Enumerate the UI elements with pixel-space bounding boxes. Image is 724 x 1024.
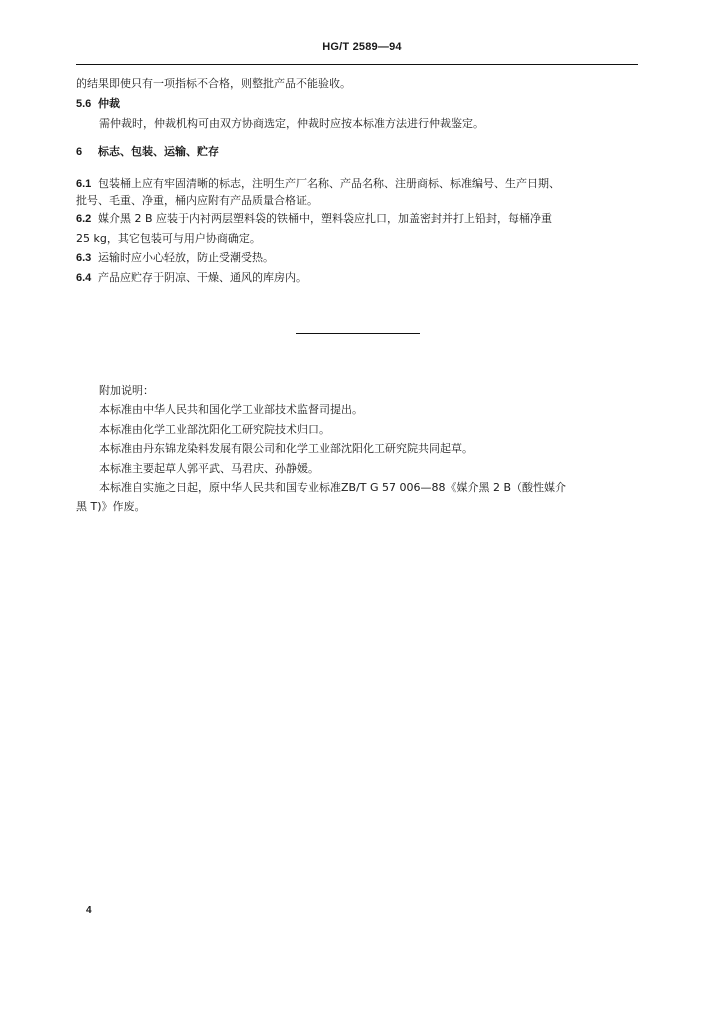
section-text: 产品应贮存于阴凉、干燥、通风的库房内。: [98, 271, 307, 284]
section-6-1-line-1: [76, 177, 560, 191]
section-5-6-text: 需仲裁时，仲裁机构可由双方协商选定，仲裁时应按本标准方法进行仲裁鉴定。: [99, 117, 484, 130]
section-text: 媒介黑 2 B 应装于内衬两层塑料袋的铁桶中，塑料袋应扎口，加盖密封并打上铅封，每桶净重: [98, 212, 553, 225]
section-number: 6.3: [76, 252, 92, 264]
notes-line: 本标准自实施之日起，原中华人民共和国专业标准ZB/T G 57 006—88《媒介黑 2 B（酸性媒介: [99, 481, 567, 494]
notes-line: 本标准由中华人民共和国化学工业部技术监督司提出。: [99, 403, 363, 416]
section-6-1-line-2: 批号、毛重、净重，桶内应附有产品质量合格证。: [76, 194, 318, 207]
continuation-line: 的结果即使只有一项指标不合格，则整批产品不能验收。: [76, 77, 351, 90]
header-rule: [76, 64, 638, 65]
standard-code-header: HG/T 2589—94: [322, 41, 402, 53]
section-6-heading: [76, 145, 219, 159]
section-6-4: [76, 271, 307, 285]
end-of-text-rule: [296, 333, 420, 334]
notes-line: 本标准由丹东锦龙染料发展有限公司和化学工业部沈阳化工研究院共同起草。: [99, 442, 473, 455]
notes-line: 本标准由化学工业部沈阳化工研究院技术归口。: [99, 423, 330, 436]
page-number: 4: [86, 905, 92, 916]
notes-heading: 附加说明：: [99, 384, 154, 397]
notes-line: 本标准主要起草人郭平武、马君庆、孙静媛。: [99, 462, 319, 475]
section-number: 6.4: [76, 272, 92, 284]
section-title: 仲裁: [98, 97, 120, 110]
notes-line: 黑 T)》作废。: [76, 500, 146, 513]
section-title: 标志、包装、运输、贮存: [98, 145, 219, 158]
section-text: 包装桶上应有牢固清晰的标志，注明生产厂名称、产品名称、注册商标、标准编号、生产日期、: [98, 177, 560, 190]
section-number: 6: [76, 146, 83, 158]
section-text: 运输时应小心轻放，防止受潮受热。: [98, 251, 274, 264]
section-6-2-line-2: 25 kg，其它包装可与用户协商确定。: [76, 232, 261, 245]
section-6-3: [76, 251, 274, 265]
section-number: 5.6: [76, 98, 92, 110]
section-number: 6.2: [76, 213, 92, 225]
section-6-2-line-1: [76, 212, 552, 226]
section-number: 6.1: [76, 178, 92, 190]
section-5-6-heading: [76, 97, 120, 111]
